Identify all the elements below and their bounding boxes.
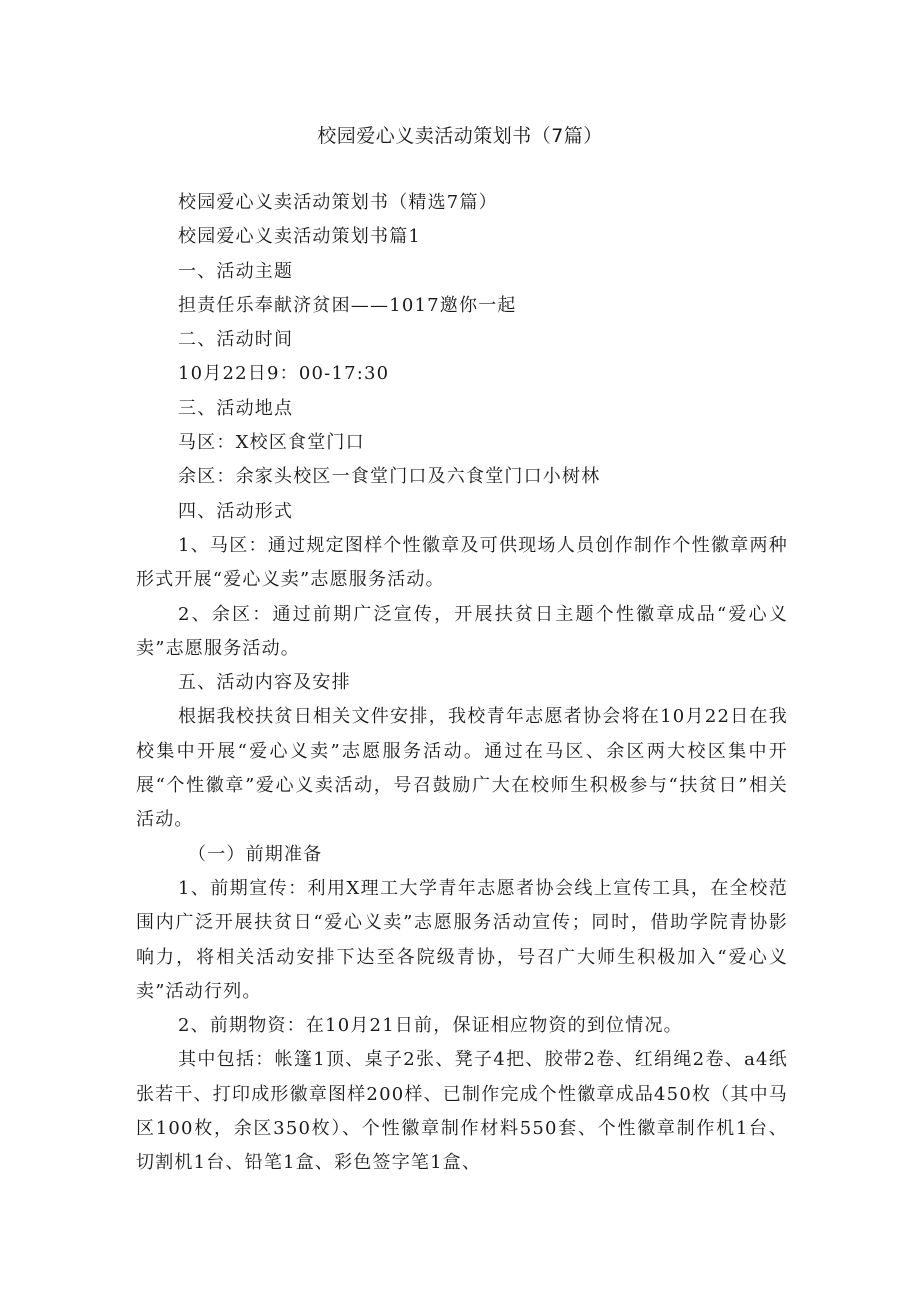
prep-paragraph-2: 2、前期物资：在10月21日前，保证相应物资的到位情况。 [178, 1015, 683, 1037]
content-intro-paragraph: 根据我校扶贫日相关文件安排，我校青年志愿者协会将在10月22日在我校集中开展“爱心义卖”志愿服务活动。通过在马区、余区两大校区集中开展“个性徽章”爱心义卖活动，号召鼓励广大在校师生积极参与“扶贫日”相关活动。 [136, 706, 788, 831]
time-text: 10月22日9：00-17:30 [178, 363, 390, 385]
section-heading-theme: 一、活动主题 [178, 260, 294, 282]
section-heading-content: 五、活动内容及安排 [178, 672, 351, 694]
section-heading-location: 三、活动地点 [178, 397, 294, 419]
document-subtitle: 校园爱心义卖活动策划书（精选7篇） [178, 192, 498, 213]
document-body [136, 186, 788, 1181]
prep-paragraph-1: 1、前期宣传：利用X理工大学青年志愿者协会线上宣传工具，在全校范围内广泛开展扶贫日“爱心义卖”志愿服务活动宣传；同时，借助学院青协影响力，将相关活动安排下达至各院级青协，号召广大师生积极加入“爱心义卖”活动行列。 [136, 877, 788, 1002]
document-title: 校园爱心义卖活动策划书（7篇） [317, 125, 603, 147]
form-paragraph-2: 2、余区：通过前期广泛宣传，开展扶贫日主题个性徽章成品“爱心义卖”志愿服务活动。 [136, 603, 788, 659]
section-heading-time: 二、活动时间 [178, 329, 294, 351]
theme-text: 担责任乐奉献济贫困——1017邀你一起 [178, 294, 517, 316]
location-yu-text: 余区：余家头校区一食堂门口及六食堂门口小树林 [178, 466, 601, 488]
form-paragraph-1: 1、马区：通过规定图样个性徽章及可供现场人员创作制作个性徽章两种形式开展“爱心义卖”志愿服务活动。 [136, 534, 788, 591]
chapter-heading: 校园爱心义卖活动策划书篇1 [178, 226, 422, 248]
location-ma-text: 马区：X校区食堂门口 [178, 432, 365, 454]
prep-list-paragraph: 其中包括：帐篷1顶、桌子2张、凳子4把、胶带2卷、红绢绳2卷、a4纸张若干、打印成形徽章图样200样、已制作完成个性徽章成品450枚（其中马区100枚，余区350枚）、个性徽章制作材料550套、个性徽章制作机1台、切割机1台、铅笔1盒、彩色签字笔1盒、 [136, 1049, 788, 1174]
subsection-heading-prep: （一）前期准备 [188, 843, 323, 865]
section-heading-form: 四、活动形式 [178, 500, 294, 522]
